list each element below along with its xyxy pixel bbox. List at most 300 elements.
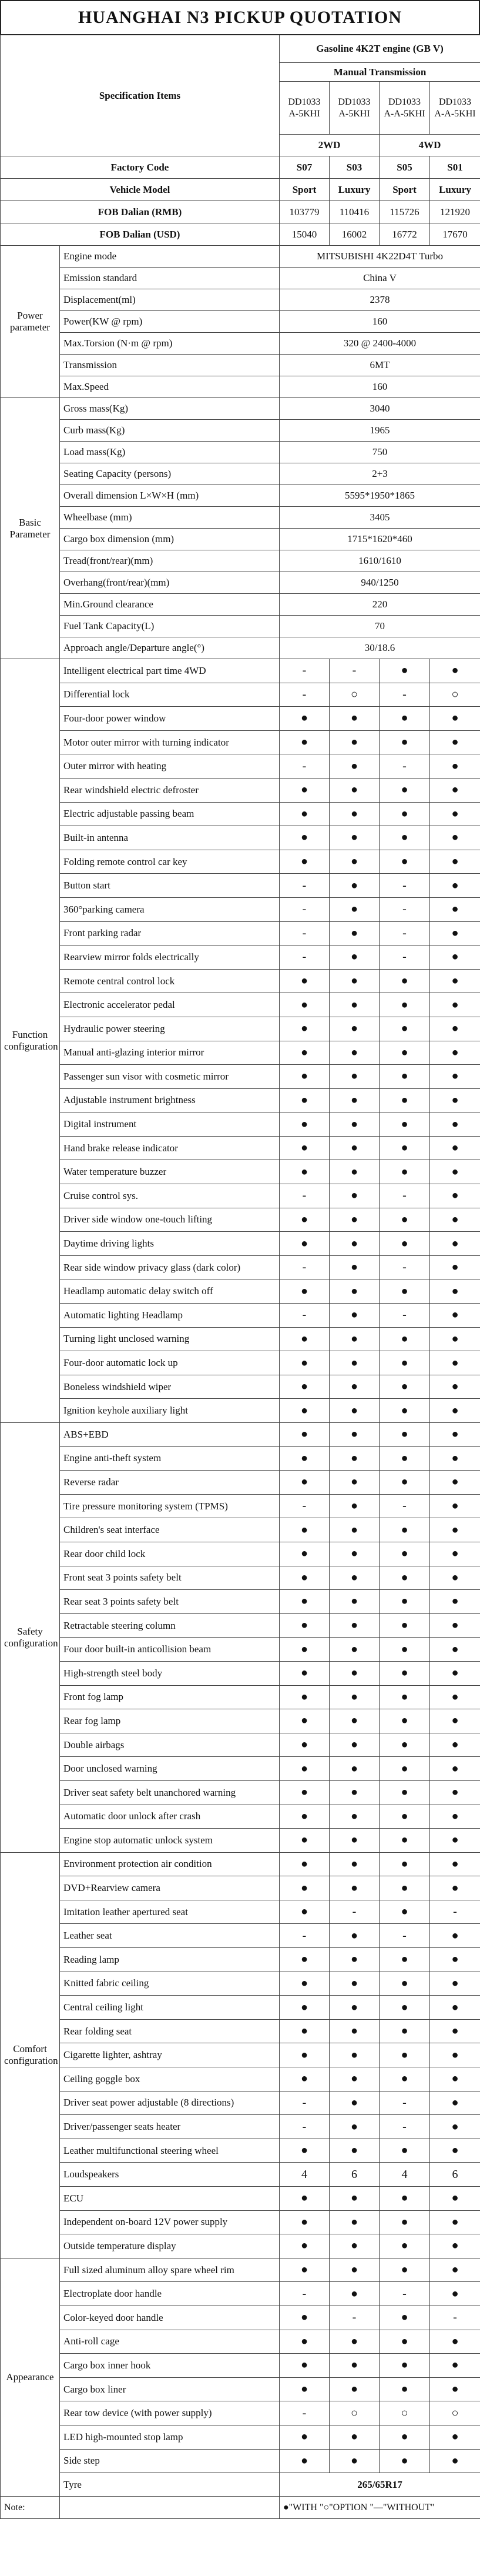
feature-label: Rearview mirror folds electrically [60,945,280,970]
feature-mark: ● [330,897,380,921]
feature-mark: ○ [430,683,480,707]
feature-mark: ● [330,1876,380,1900]
feature-mark: ● [280,2139,330,2163]
feature-mark: ● [330,1351,380,1375]
feature-mark: ● [380,1805,430,1829]
feature-label: Rear folding seat [60,2019,280,2043]
feature-mark: ● [280,1088,330,1112]
feature-mark: ● [280,1900,330,1924]
feature-label: Manual anti-glazing interior mirror [60,1041,280,1065]
feature-row [1,921,480,945]
feature-mark: ● [380,2019,430,2043]
feature-mark: ● [430,2258,480,2282]
feature-mark: ● [280,2330,330,2354]
feature-mark: ● [280,1399,330,1423]
feature-mark: ● [330,1518,380,1542]
spec-row [1,594,480,616]
spec-label: Engine mode [60,246,280,268]
feature-mark: ● [330,2377,380,2401]
feature-label: Remote central control lock [60,969,280,993]
feature-mark: ● [430,1518,480,1542]
feature-mark: - [380,2282,430,2306]
feature-mark: ● [330,1375,380,1399]
feature-row [1,2043,480,2067]
feature-label: Engine stop automatic unlock system [60,1829,280,1853]
feature-mark: ● [430,1852,480,1876]
feature-label: Folding remote control car key [60,850,280,874]
feature-label: Daytime driving lights [60,1232,280,1256]
feature-label: Hand brake release indicator [60,1136,280,1160]
feature-mark: ● [380,1638,430,1662]
feature-label: ABS+EBD [60,1423,280,1447]
feature-label: Children's seat interface [60,1518,280,1542]
note-row [1,2497,480,2519]
feature-mark: ● [380,730,430,754]
spec-label: Approach angle/Departure angle(°) [60,637,280,659]
feature-mark: ● [330,1590,380,1614]
feature-mark: ● [330,826,380,850]
feature-mark: ● [280,1852,330,1876]
feature-row [1,1351,480,1375]
spec-value: 1610/1610 [280,550,480,572]
feature-row [1,659,480,683]
feature-label: Turning light unclosed warning [60,1327,280,1351]
feature-label: Cargo box liner [60,2377,280,2401]
spec-value: 1715*1620*460 [280,529,480,550]
feature-mark: ● [330,1446,380,1471]
feature-row [1,2163,480,2187]
feature-label: Rear door child lock [60,1542,280,1566]
feature-mark: ● [430,707,480,731]
feature-mark: ● [280,1232,330,1256]
spec-value: 160 [280,376,480,398]
feature-mark: ● [380,850,430,874]
info-label: FOB Dalian (USD) [1,223,280,246]
feature-mark: ● [380,1972,430,1996]
info-value: Sport [280,179,330,201]
feature-mark: ● [380,778,430,802]
model-code: DD1033 A-5KHI [330,82,380,135]
feature-label: Four-door power window [60,707,280,731]
feature-mark: ● [330,1232,380,1256]
feature-mark: ● [380,1996,430,2020]
feature-row [1,1327,480,1351]
feature-row [1,1661,480,1685]
info-value: S03 [330,156,380,179]
feature-mark: - [280,1924,330,1948]
feature-mark: ○ [330,683,380,707]
spec-row [1,289,480,311]
feature-mark: ● [280,826,330,850]
feature-mark: ● [430,2282,480,2306]
feature-mark: ● [330,1112,380,1137]
feature-mark: ● [280,1351,330,1375]
spec-label: Fuel Tank Capacity(L) [60,616,280,637]
feature-mark: ● [430,1446,480,1471]
feature-mark: - [280,754,330,779]
feature-mark: ● [430,2377,480,2401]
feature-row [1,1065,480,1089]
feature-mark: - [280,1494,330,1518]
feature-row [1,707,480,731]
feature-mark: ● [330,1327,380,1351]
feature-row [1,1590,480,1614]
feature-row [1,2258,480,2282]
feature-row [1,2425,480,2449]
feature-label: Passenger sun visor with cosmetic mirror [60,1065,280,1089]
feature-mark: ● [330,802,380,826]
tyre-label: Tyre [60,2473,280,2497]
feature-mark: ● [380,2234,430,2258]
feature-mark: ● [430,1017,480,1041]
spec-label: Tread(front/rear)(mm) [60,550,280,572]
feature-mark: ● [430,1041,480,1065]
spec-row [1,485,480,507]
feature-mark: ● [280,1996,330,2020]
feature-mark: ● [330,1685,380,1709]
feature-mark: ● [380,2258,430,2282]
info-value: Luxury [430,179,480,201]
feature-mark: - [280,683,330,707]
feature-mark: - [280,945,330,970]
spec-row [1,637,480,659]
spec-label: Cargo box dimension (mm) [60,529,280,550]
feature-label: Central ceiling light [60,1996,280,2020]
feature-mark: ● [330,1780,380,1805]
info-row [1,201,480,223]
feature-row [1,2306,480,2330]
feature-mark: ● [330,1733,380,1757]
feature-mark: ● [330,945,380,970]
spec-value: 2+3 [280,463,480,485]
feature-row [1,2377,480,2401]
feature-row [1,1829,480,1853]
feature-row [1,1136,480,1160]
feature-mark: ● [430,2139,480,2163]
info-value: 15040 [280,223,330,246]
feature-mark: ● [430,1471,480,1495]
feature-label: Differential lock [60,683,280,707]
section-basic-parameter: Basic Parameter [1,398,60,659]
feature-mark: ● [280,2425,330,2449]
feature-mark: ● [430,2043,480,2067]
feature-mark: ● [330,2091,380,2115]
feature-mark: ● [280,1972,330,1996]
feature-label: Adjustable instrument brightness [60,1088,280,1112]
feature-mark: ● [280,2377,330,2401]
feature-label: Driver side window one-touch lifting [60,1208,280,1232]
feature-label: Rear tow device (with power supply) [60,2401,280,2425]
feature-mark: ● [280,1566,330,1590]
feature-mark: ● [280,1876,330,1900]
feature-mark: ● [280,1733,330,1757]
spec-label: Transmission [60,355,280,376]
feature-row [1,2282,480,2306]
feature-mark: ● [430,2425,480,2449]
feature-mark: ● [330,850,380,874]
info-value: 103779 [280,201,330,223]
feature-mark: ● [380,1041,430,1065]
feature-mark: ● [280,1375,330,1399]
spec-row [1,268,480,289]
feature-row [1,1948,480,1972]
feature-mark: ● [430,1733,480,1757]
feature-row [1,1780,480,1805]
info-value: S01 [430,156,480,179]
spec-row [1,333,480,355]
feature-mark: ● [280,1041,330,1065]
feature-mark: ● [330,2139,380,2163]
feature-mark: ● [430,1160,480,1184]
feature-mark: ● [430,2091,480,2115]
feature-mark: ● [280,1780,330,1805]
feature-row [1,1494,480,1518]
info-value: Sport [380,179,430,201]
feature-mark: ● [280,2019,330,2043]
feature-mark: ● [430,1088,480,1112]
feature-label: Driver seat power adjustable (8 directions) [60,2091,280,2115]
feature-mark: 6 [430,2163,480,2187]
feature-mark: ● [330,1494,380,1518]
feature-row [1,2449,480,2473]
feature-mark: ● [380,1948,430,1972]
feature-row [1,2330,480,2354]
feature-mark: ● [330,1041,380,1065]
feature-label: Digital instrument [60,1112,280,1137]
spec-label: Emission standard [60,268,280,289]
feature-label: Knitted fabric ceiling [60,1972,280,1996]
feature-mark: ● [380,1446,430,1471]
feature-mark: ● [280,2067,330,2091]
note-label: Note: [1,2497,60,2519]
feature-mark: ● [330,1088,380,1112]
feature-mark: ● [430,1948,480,1972]
info-value: S07 [280,156,330,179]
feature-label: Rear seat 3 points safety belt [60,1590,280,1614]
feature-label: Reverse radar [60,1471,280,1495]
feature-label: Cruise control sys. [60,1184,280,1208]
spec-row [1,616,480,637]
spec-value: 5595*1950*1865 [280,485,480,507]
feature-mark: ● [280,2258,330,2282]
feature-mark: ● [380,1709,430,1733]
feature-label: Independent on-board 12V power supply [60,2210,280,2234]
spec-value: 6MT [280,355,480,376]
spec-label: Min.Ground clearance [60,594,280,616]
feature-mark: - [380,683,430,707]
feature-mark: ● [280,1160,330,1184]
tyre-row [1,2473,480,2497]
info-label: FOB Dalian (RMB) [1,201,280,223]
feature-mark: ● [430,969,480,993]
spec-row [1,463,480,485]
section-comfort-configuration: Comfort configuration [1,1852,60,2258]
feature-row [1,1423,480,1447]
feature-mark: ● [330,1948,380,1972]
feature-mark: ● [330,2449,380,2473]
feature-label: Driver seat safety belt unanchored warning [60,1780,280,1805]
feature-label: Loudspeakers [60,2163,280,2187]
spec-value: 70 [280,616,480,637]
spec-label: Max.Torsion (N·m @ rpm) [60,333,280,355]
feature-label: DVD+Rearview camera [60,1876,280,1900]
info-value: 17670 [430,223,480,246]
feature-mark: ● [280,2449,330,2473]
feature-mark: ● [330,1829,380,1853]
feature-mark: ○ [430,2401,480,2425]
spec-value: 220 [280,594,480,616]
feature-mark: ● [430,1208,480,1232]
feature-row [1,1446,480,1471]
feature-row [1,1017,480,1041]
info-label: Vehicle Model [1,179,280,201]
feature-mark: ● [380,1423,430,1447]
feature-mark: ● [330,1423,380,1447]
feature-row [1,1613,480,1638]
feature-label: Ignition keyhole auxiliary light [60,1399,280,1423]
feature-mark: ● [280,2187,330,2211]
info-value: S05 [380,156,430,179]
feature-mark: - [280,1255,330,1279]
feature-label: Motor outer mirror with turning indicator [60,730,280,754]
feature-mark: ● [330,921,380,945]
feature-label: Cargo box inner hook [60,2354,280,2378]
feature-mark: ● [380,2210,430,2234]
feature-mark: ● [330,2282,380,2306]
feature-mark: ● [380,1471,430,1495]
spec-label: Max.Speed [60,376,280,398]
spec-value: 3040 [280,398,480,420]
feature-mark: ● [280,1542,330,1566]
feature-mark: ● [380,969,430,993]
feature-mark: ● [380,1733,430,1757]
feature-mark: ● [380,2449,430,2473]
feature-mark: ● [380,1160,430,1184]
feature-mark: ● [430,2449,480,2473]
feature-mark: ● [380,1351,430,1375]
feature-mark: - [280,2401,330,2425]
feature-mark: - [380,874,430,898]
feature-mark: - [280,874,330,898]
feature-label: Color-keyed door handle [60,2306,280,2330]
feature-mark: ● [330,2187,380,2211]
engine-header: Gasoline 4K2T engine (GB V) [280,35,480,63]
feature-label: ECU [60,2187,280,2211]
spec-row [1,355,480,376]
feature-mark: ● [330,1160,380,1184]
feature-mark: - [380,897,430,921]
feature-mark: ● [430,1542,480,1566]
feature-mark: ● [330,1972,380,1996]
spec-value: 2378 [280,289,480,311]
feature-mark: ● [330,2210,380,2234]
feature-mark: ● [330,1184,380,1208]
feature-mark: ● [280,2210,330,2234]
model-code: DD1033 A-A-5KHI [380,82,430,135]
spec-label: Overall dimension L×W×H (mm) [60,485,280,507]
feature-label: Rear side window privacy glass (dark color) [60,1255,280,1279]
feature-mark: ● [380,1375,430,1399]
feature-mark: ● [430,897,480,921]
feature-row [1,1279,480,1304]
feature-mark: ● [380,2043,430,2067]
info-value: Luxury [330,179,380,201]
feature-mark: - [280,921,330,945]
feature-row [1,874,480,898]
feature-mark: ● [430,826,480,850]
feature-mark: ● [430,802,480,826]
feature-mark: ● [330,1399,380,1423]
feature-row [1,1232,480,1256]
feature-label: Electroplate door handle [60,2282,280,2306]
feature-mark: ● [330,2043,380,2067]
feature-mark: ● [280,1709,330,1733]
feature-mark: ● [430,730,480,754]
feature-mark: ● [330,1638,380,1662]
feature-mark: ● [280,1065,330,1089]
feature-label: Outer mirror with heating [60,754,280,779]
feature-mark: ● [330,1542,380,1566]
feature-mark: ● [280,1518,330,1542]
spec-row [1,442,480,463]
feature-mark: ● [330,2019,380,2043]
feature-label: Full sized aluminum alloy spare wheel rim [60,2258,280,2282]
feature-mark: 4 [280,2163,330,2187]
feature-mark: ● [430,778,480,802]
feature-mark: ● [430,2019,480,2043]
feature-mark: ● [380,1399,430,1423]
feature-mark: - [280,659,330,683]
feature-label: Anti-roll cage [60,2330,280,2354]
spec-label: Load mass(Kg) [60,442,280,463]
feature-mark: ● [330,1924,380,1948]
feature-mark: ● [330,754,380,779]
spec-value: 3405 [280,507,480,529]
feature-mark: ● [380,1518,430,1542]
feature-mark: ● [380,659,430,683]
feature-mark: ● [280,1446,330,1471]
feature-mark: ● [430,1685,480,1709]
spec-label: Wheelbase (mm) [60,507,280,529]
feature-mark: ● [280,1017,330,1041]
feature-mark: ● [430,993,480,1017]
note-spacer [60,2497,280,2519]
feature-mark: ● [430,1876,480,1900]
feature-mark: ● [330,2234,380,2258]
spec-label: Displacement(ml) [60,289,280,311]
feature-row [1,1805,480,1829]
feature-row [1,2354,480,2378]
feature-mark: ● [430,2210,480,2234]
feature-label: Driver/passenger seats heater [60,2115,280,2139]
feature-row [1,1685,480,1709]
feature-label: LED high-mounted stop lamp [60,2425,280,2449]
feature-mark: ● [330,1279,380,1304]
feature-mark: ● [430,1972,480,1996]
feature-label: Headlamp automatic delay switch off [60,1279,280,1304]
feature-mark: ● [430,1661,480,1685]
feature-label: Leather multifunctional steering wheel [60,2139,280,2163]
feature-mark: ● [430,2187,480,2211]
spec-label: Overhang(front/rear)(mm) [60,572,280,594]
spec-value: 750 [280,442,480,463]
feature-row [1,730,480,754]
feature-row [1,2019,480,2043]
feature-label: Leather seat [60,1924,280,1948]
feature-label: Electronic accelerator pedal [60,993,280,1017]
feature-mark: ● [280,1757,330,1781]
feature-mark: ● [330,2330,380,2354]
